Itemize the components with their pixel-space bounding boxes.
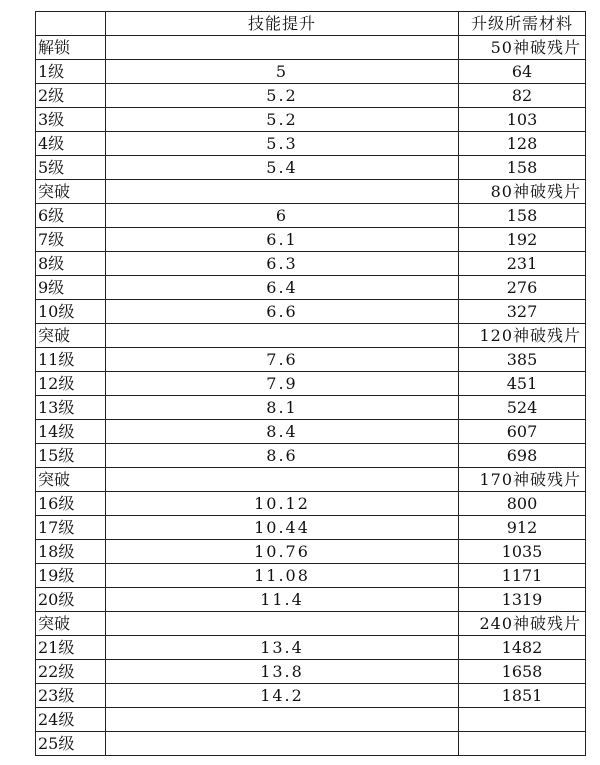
material-cell: 451: [459, 372, 586, 396]
table-row: [36, 492, 586, 516]
material-cell: 231: [459, 252, 586, 276]
level-cell: 21级: [36, 636, 106, 660]
table-row: [36, 636, 586, 660]
level-cell: 2级: [36, 84, 106, 108]
table-row: [36, 540, 586, 564]
header-cell-skill: 技能提升: [106, 12, 459, 36]
skill-cell: 13.4: [106, 636, 459, 660]
table-row: [36, 300, 586, 324]
skill-cell: 7.9: [106, 372, 459, 396]
material-cell: 524: [459, 396, 586, 420]
header-cell-material: 升级所需材料: [459, 12, 586, 36]
material-cell: 1171: [459, 564, 586, 588]
header-row: [36, 12, 586, 36]
level-cell: 24级: [36, 708, 106, 732]
material-cell: 276: [459, 276, 586, 300]
level-cell: 突破: [36, 612, 106, 636]
skill-cell: 6.1: [106, 228, 459, 252]
skill-cell: 7.6: [106, 348, 459, 372]
material-cell: 80神破残片: [459, 180, 586, 204]
upgrade-table: [35, 11, 586, 756]
stage-row: [36, 612, 586, 636]
material-cell: 800: [459, 492, 586, 516]
level-cell: 1级: [36, 60, 106, 84]
level-cell: 15级: [36, 444, 106, 468]
skill-cell: 6: [106, 204, 459, 228]
skill-cell: 5.3: [106, 132, 459, 156]
material-cell: 327: [459, 300, 586, 324]
level-cell: 5级: [36, 156, 106, 180]
level-cell: 突破: [36, 468, 106, 492]
material-cell: [459, 732, 586, 756]
material-cell: 120神破残片: [459, 324, 586, 348]
table-row: [36, 252, 586, 276]
table-row: [36, 684, 586, 708]
table-row: [36, 156, 586, 180]
level-cell: 解锁: [36, 36, 106, 60]
table-row: [36, 516, 586, 540]
material-cell: 385: [459, 348, 586, 372]
table-row: [36, 420, 586, 444]
material-cell: 698: [459, 444, 586, 468]
skill-cell: 10.44: [106, 516, 459, 540]
level-cell: 12级: [36, 372, 106, 396]
material-cell: 192: [459, 228, 586, 252]
table-row: [36, 204, 586, 228]
skill-cell: 5.2: [106, 84, 459, 108]
skill-cell: 5: [106, 60, 459, 84]
table-row: [36, 372, 586, 396]
level-cell: 11级: [36, 348, 106, 372]
skill-cell: [106, 732, 459, 756]
level-cell: 23级: [36, 684, 106, 708]
skill-cell: 6.6: [106, 300, 459, 324]
material-cell: 158: [459, 204, 586, 228]
skill-cell: [106, 612, 459, 636]
table-row: [36, 228, 586, 252]
material-cell: [459, 708, 586, 732]
level-cell: 4级: [36, 132, 106, 156]
skill-cell: 6.4: [106, 276, 459, 300]
level-cell: 3级: [36, 108, 106, 132]
material-cell: 1482: [459, 636, 586, 660]
skill-cell: 10.12: [106, 492, 459, 516]
table-row: [36, 444, 586, 468]
material-cell: 103: [459, 108, 586, 132]
skill-cell: 11.08: [106, 564, 459, 588]
material-cell: 607: [459, 420, 586, 444]
table-row: [36, 348, 586, 372]
skill-cell: 8.1: [106, 396, 459, 420]
table-row: [36, 396, 586, 420]
material-cell: 240神破残片: [459, 612, 586, 636]
material-cell: 158: [459, 156, 586, 180]
material-cell: 82: [459, 84, 586, 108]
skill-cell: [106, 468, 459, 492]
level-cell: 18级: [36, 540, 106, 564]
table-row: [36, 132, 586, 156]
table-row: [36, 60, 586, 84]
skill-cell: 5.4: [106, 156, 459, 180]
level-cell: 10级: [36, 300, 106, 324]
table-row: [36, 660, 586, 684]
skill-cell: [106, 36, 459, 60]
material-cell: 128: [459, 132, 586, 156]
level-cell: 17级: [36, 516, 106, 540]
skill-cell: [106, 324, 459, 348]
level-cell: 9级: [36, 276, 106, 300]
stage-row: [36, 36, 586, 60]
table-row: [36, 276, 586, 300]
level-cell: 25级: [36, 732, 106, 756]
level-cell: 8级: [36, 252, 106, 276]
material-cell: 64: [459, 60, 586, 84]
table-row: [36, 84, 586, 108]
level-cell: 14级: [36, 420, 106, 444]
skill-cell: [106, 180, 459, 204]
table-row: [36, 108, 586, 132]
level-cell: 13级: [36, 396, 106, 420]
material-cell: 1851: [459, 684, 586, 708]
skill-cell: 13.8: [106, 660, 459, 684]
skill-cell: 5.2: [106, 108, 459, 132]
table-row: [36, 564, 586, 588]
table-row: [36, 732, 586, 756]
skill-cell: 6.3: [106, 252, 459, 276]
level-cell: 7级: [36, 228, 106, 252]
material-cell: 50神破残片: [459, 36, 586, 60]
material-cell: 170神破残片: [459, 468, 586, 492]
level-cell: 突破: [36, 324, 106, 348]
header-cell-level: [36, 12, 106, 36]
material-cell: 1319: [459, 588, 586, 612]
level-cell: 20级: [36, 588, 106, 612]
stage-row: [36, 180, 586, 204]
skill-cell: 8.4: [106, 420, 459, 444]
table-row: [36, 588, 586, 612]
level-cell: 6级: [36, 204, 106, 228]
table-row: [36, 708, 586, 732]
stage-row: [36, 324, 586, 348]
level-cell: 22级: [36, 660, 106, 684]
stage-row: [36, 468, 586, 492]
level-cell: 突破: [36, 180, 106, 204]
material-cell: 1035: [459, 540, 586, 564]
skill-cell: [106, 708, 459, 732]
skill-cell: 14.2: [106, 684, 459, 708]
skill-cell: 11.4: [106, 588, 459, 612]
material-cell: 912: [459, 516, 586, 540]
material-cell: 1658: [459, 660, 586, 684]
level-cell: 16级: [36, 492, 106, 516]
skill-cell: 10.76: [106, 540, 459, 564]
level-cell: 19级: [36, 564, 106, 588]
skill-cell: 8.6: [106, 444, 459, 468]
